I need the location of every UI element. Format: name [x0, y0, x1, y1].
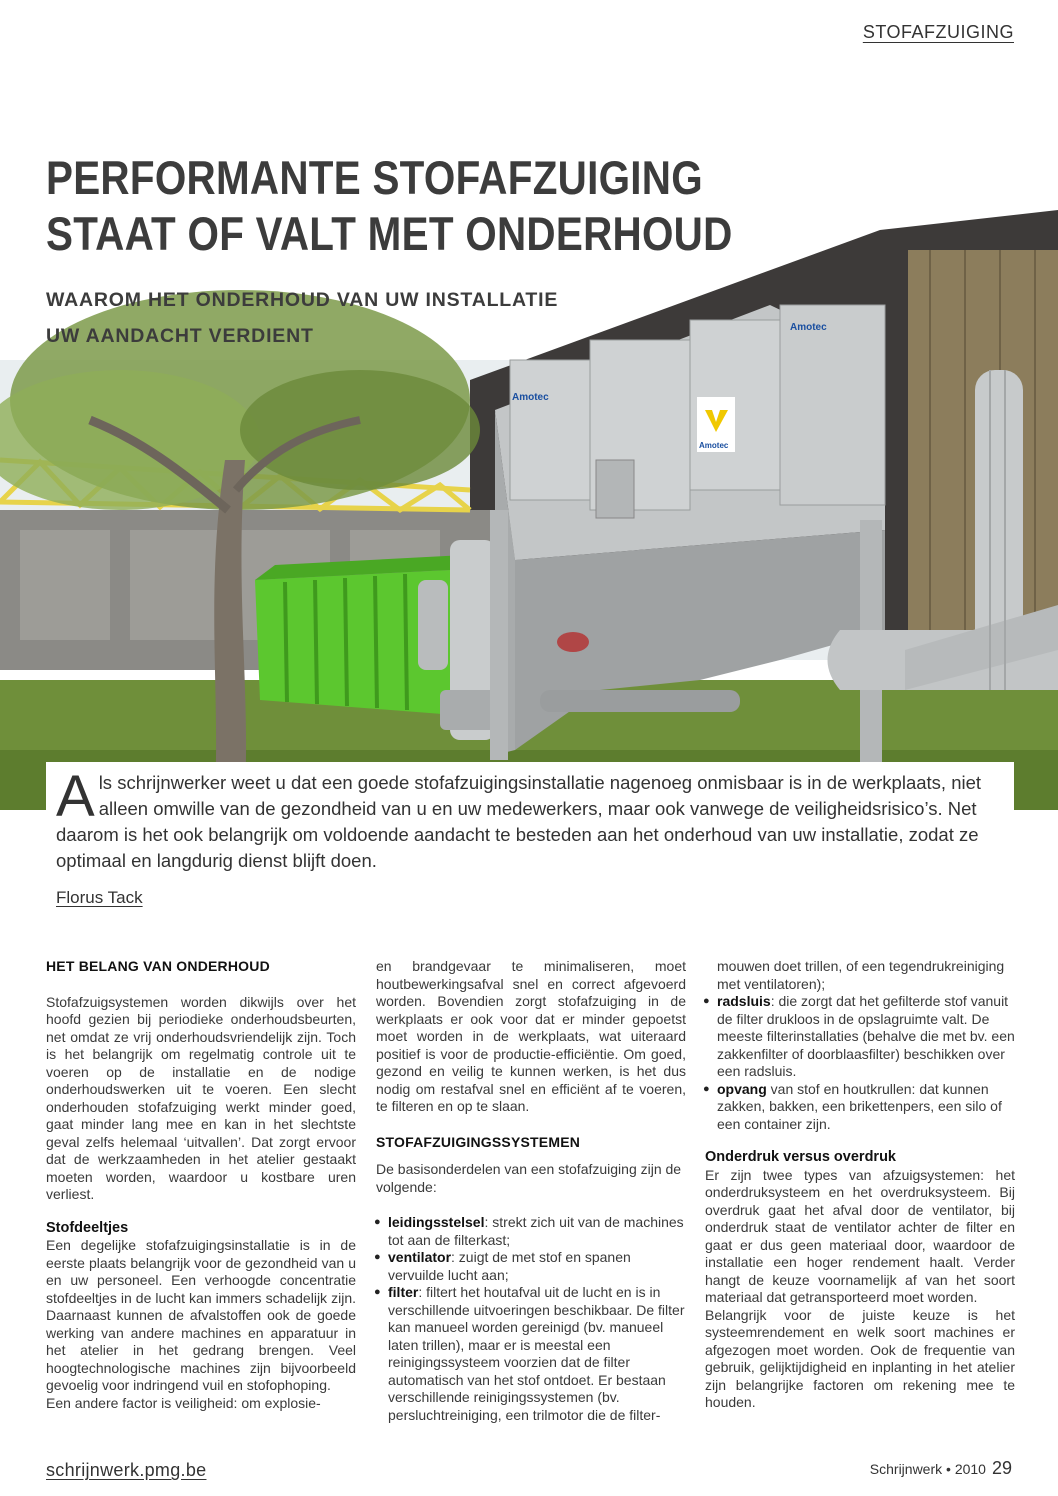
bullet-item — [376, 1249, 686, 1284]
bullet-term: filter — [388, 1284, 419, 1300]
subhead-line-2: UW AANDACHT VERDIENT — [46, 325, 314, 347]
page-number: 29 — [991, 1458, 1012, 1478]
bullet-item — [376, 1214, 686, 1249]
col1-subheading: Stofdeeltjes — [46, 1219, 129, 1236]
col1-paragraph-1: Stofafzuigsystemen worden dikwijls over het hoofd gezien bij periodieke onderhoudsbeurten, net omdat ze vrij onderhoudsvriendelijk zijn. Toch is het belangrijk om regelmatig controle uit te voeren op de installatie en de nodige onderhoudswerken uit te voeren. Een slecht onderhouden stofafzuiging werkt minder goed, gaat minder lang mee en kan in het slechtste geval zelfs helemaal ‘uitvallen’. Dat zorgt ervoor dat de werkzaamheden in het atelier gestaakt moeten worden, waardoor u kostbare uren verliest. — [46, 993, 356, 1202]
bullet-item — [705, 1081, 1015, 1134]
col3-bullet-list — [705, 993, 1015, 1133]
bullet-term: leidingsstelsel — [388, 1214, 485, 1230]
bullet-text: : zuigt de met stof en spanen vervuilde lucht aan; — [388, 1249, 631, 1283]
col2-paragraph-1: en brandgevaar te minimaliseren, moet houtbewerkingsafval snel en correct afgevoerd worden. Bovendien zorgt stofafzuiging in de werkplaats er ook voor dat er minder gepoetst moet worden in de werkplaats, wat uiteraard positief is voor de productie-efficiëntie. Om goed, gezond en veilig te kunnen werken, is het dus nodig om restafval snel en efficiënt af te voeren, te filteren en op te slaan. — [376, 958, 686, 1114]
bullet-text: : filtert het houtafval uit de lucht en is in verschillende uitvoeringen beschikbaar. De filter kan manueel worden gereinigd (bv. manueel laten trillen), maar er is meestal een reinigingssysteem voorzien dat de filter automatisch van het stof ontdoet. Er bestaan verschillende reinigingssystemen (bv. persluchtreiniging, een trilmotor die de filter- — [388, 1284, 685, 1423]
footer-publication: Schrijnwerk • 2010 — [869, 1461, 986, 1477]
footer-folio — [870, 1458, 1012, 1479]
col2-bullet-list — [376, 1214, 686, 1424]
headline — [46, 150, 733, 262]
col2-paragraph-2: De basisonderdelen van een stofafzuiging zijn de volgende: — [376, 1161, 682, 1195]
bullet-text: : strekt zich uit van de machines tot aan de filterkast; — [388, 1214, 684, 1248]
brand-label-left: Amotec — [512, 392, 549, 403]
intro-block — [46, 762, 1014, 908]
subhead-line-1: WAAROM HET ONDERHOUD VAN UW INSTALLATIE — [46, 289, 559, 311]
drop-cap: A — [56, 764, 95, 829]
bullet-term: opvang — [717, 1080, 767, 1097]
headline-line-1: PERFORMANTE STOFAFZUIGING — [46, 151, 703, 204]
col2-heading: STOFAFZUIGINGSSYSTEMEN — [376, 1133, 581, 1150]
bullet-term: ventilator — [388, 1249, 452, 1265]
bullet-item — [705, 993, 1015, 1081]
section-label: STOFAFZUIGING — [862, 22, 1014, 42]
bullet-item — [376, 1284, 686, 1424]
brand-label-top: Amotec — [790, 322, 827, 333]
bullet-text: : die zorgt dat het gefilterde stof vanuit de filter drukloos in de opslagruimte valt. De meeste filterinstallaties (behalve die met bv. een zakkenfilter of doorblaasfilter) beschikken over een radsluis. — [717, 993, 1015, 1079]
bullet-term: radsluis — [717, 993, 771, 1009]
col1-heading: HET BELANG VAN ONDERHOUD — [46, 958, 270, 974]
col3-paragraph-2: Belangrijk voor de juiste keuze is het systeemrendement en welk soort machines er afgezogen moet worden. Ook de frequentie van gebruik, gelijktijdigheid en inplanting in het atelier zijn belangrijke factoren om rekening mee te houden. — [705, 1306, 1015, 1410]
intro-text: ls schrijnwerker weet u dat een goede stofafzuigingsinstallatie nagenoeg onmisbaar is in de werkplaats, niet alleen omwille van de gezondheid van u en uw medewerkers, maar ook vanwege de veiligheidsrisico’s. Net daarom is het ook belangrijk om voldoende aandacht te besteden aan het onderhoud van uw installatie, zodat ze optimaal en langdurig dienst blijft doen. — [56, 772, 982, 871]
col3-paragraph-1: Er zijn twee types van afzuigsystemen: het onderdruksysteem en het overdruksysteem. Bij overdruk gaat het afval door de ventilator, bij onderdruk staat de ventilator achter de filter en gaat er dus geen materiaal door, waardoor de installatie een hoger rendement haalt. Verder hangt de keuze voornamelijk af van het soort materiaal dat getransporteerd moet worden. — [705, 1166, 1015, 1305]
bullet-text: van stof en houtkrullen: dat kunnen zakken, bakken, een brikettenpers, een silo of een container zijn. — [717, 1080, 1002, 1132]
column-3 — [705, 958, 1015, 1412]
brand-logo-label: Amotec — [699, 441, 729, 450]
footer-website-link[interactable]: schrijnwerk.pmg.be — [46, 1460, 207, 1480]
column-2 — [376, 958, 686, 1424]
headline-line-2: STAAT OF VALT MET ONDERHOUD — [46, 207, 733, 260]
col3-subheading: Onderdruk versus overdruk — [705, 1149, 896, 1165]
col1-paragraph-3: Een andere factor is veiligheid: om explosie- — [46, 1394, 321, 1411]
subhead — [46, 282, 558, 354]
col3-continuation: mouwen doet trillen, of een tegendrukreiniging met ventilatoren); — [717, 958, 1005, 992]
red-nameplate-icon — [557, 632, 589, 652]
col1-paragraph-2: Een degelijke stofafzuigingsinstallatie is in de eerste plaats belangrijk voor de gezondheid van u en uw personeel. Een verhoogde concentratie stofdeeltjes in de lucht kan immers schadelijk zijn. Daarnaast kunnen de afvalstoffen ook de goede werking van andere machines en apparatuur in het atelier in het gedrang brengen. Veel hoogtechnologische machines zijn bijvoorbeeld gevoelig voor indringend vuil en stofophoping. — [46, 1237, 356, 1393]
author-byline: Florus Tack — [56, 888, 143, 907]
intro-paragraph — [56, 764, 1014, 874]
column-1 — [46, 958, 356, 1412]
